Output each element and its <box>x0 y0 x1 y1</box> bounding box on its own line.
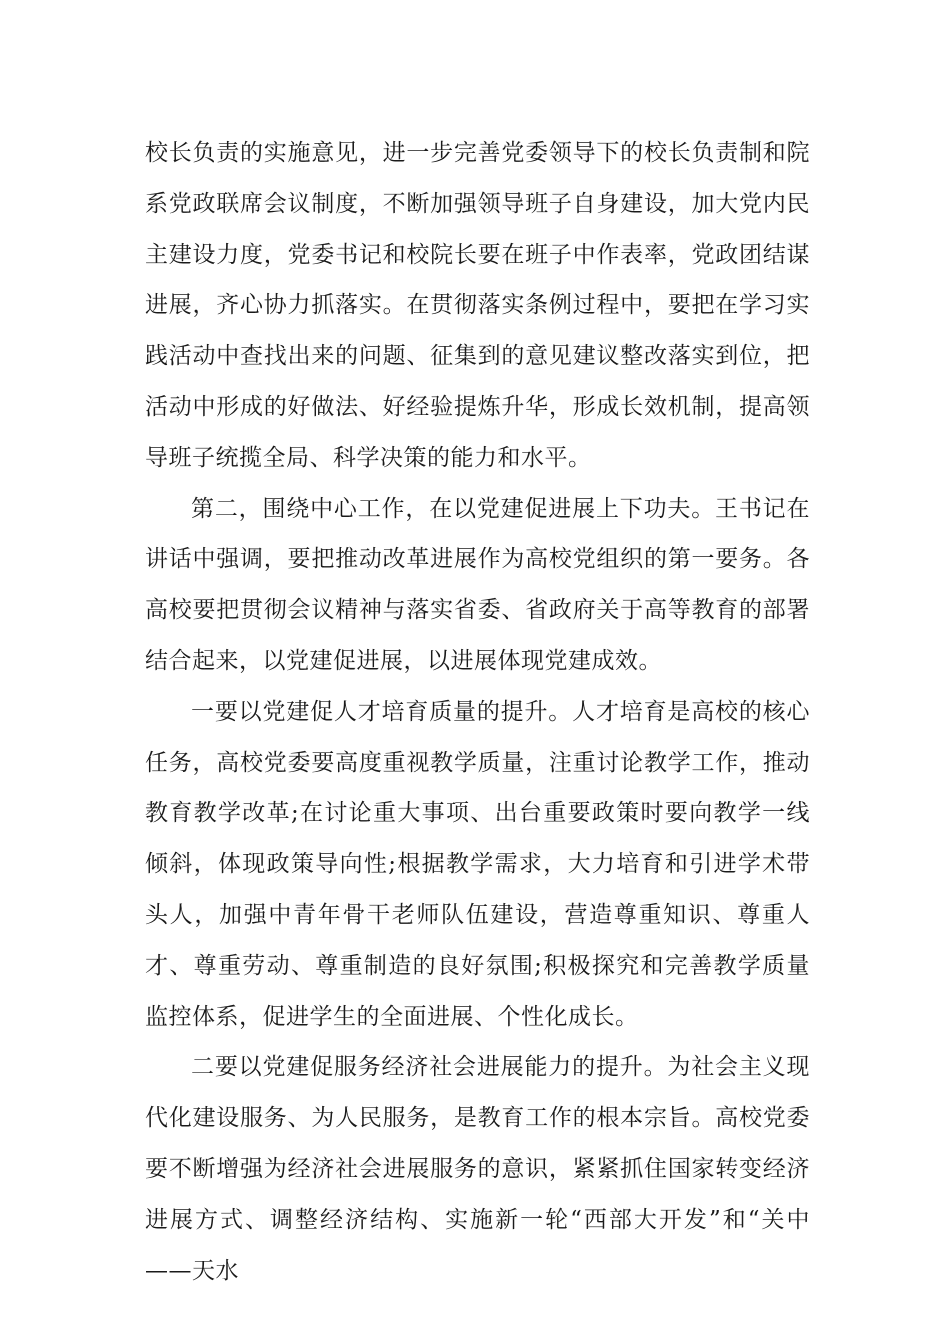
document-page <box>145 128 810 1296</box>
paragraph-3: 一要以党建促人才培育质量的提升。人才培育是高校的核心任务，高校党委要高度重视教学质量，注重讨论教学工作，推动教育教学改革;在讨论重大事项、出台重要政策时要向教学一线倾斜，体现政策导向性;根据教学需求，大力培育和引进学术带头人，加强中青年骨干老师队伍建设，营造尊重知识、尊重人才、尊重劳动、尊重制造的良好氛围;积极探究和完善教学质量监控体系，促进学生的全面进展、个性化成长。 <box>145 698 810 1030</box>
paragraph-1: 校长负责的实施意见，进一步完善党委领导下的校长负责制和院系党政联席会议制度，不断加强领导班子自身建设，加大党内民主建设力度，党委书记和校院长要在班子中作表率，党政团结谋进展，齐心协力抓落实。在贯彻落实条例过程中，要把在学习实践活动中查找出来的问题、征集到的意见建议整改落实到位，把活动中形成的好做法、好经验提炼升华，形成长效机制，提高领导班子统揽全局、科学决策的能力和水平。 <box>145 140 810 471</box>
paragraph-4: 二要以党建促服务经济社会进展能力的提升。为社会主义现代化建设服务、为人民服务，是教育工作的根本宗旨。高校党委要不断增强为经济社会进展服务的意识，紧紧抓住国家转变经济进展方式、调整经济结构、实施新一轮“西部大开发”和“关中——天水 <box>145 1054 810 1284</box>
paragraph-2: 第二，围绕中心工作，在以党建促进展上下功夫。王书记在讲话中强调，要把推动改革进展作为高校党组织的第一要务。各高校要把贯彻会议精神与落实省委、省政府关于高等教育的部署结合起来，以党建促进展，以进展体现党建成效。 <box>145 495 810 674</box>
